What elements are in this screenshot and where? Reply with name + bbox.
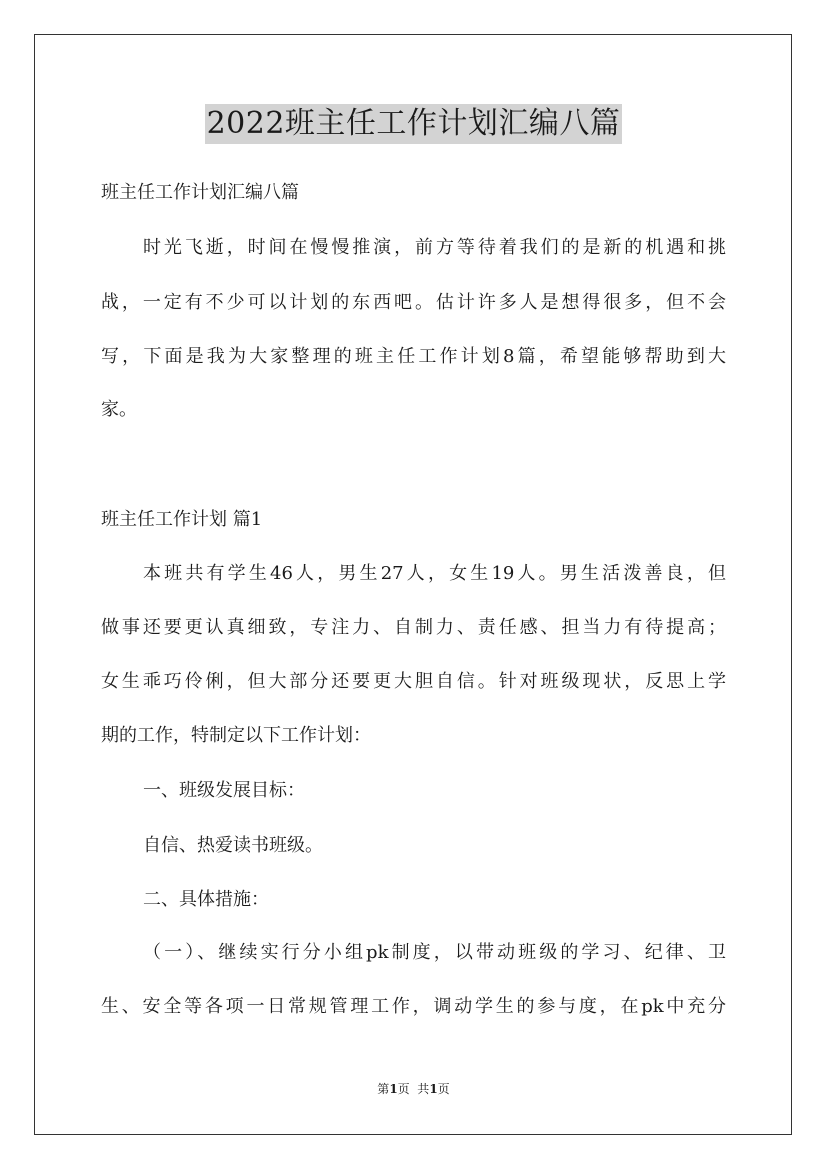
section1-line: 期的工作，特制定以下工作计划： [101,725,371,746]
document-title-text: 2022班主任工作计划汇编八篇 [205,104,623,144]
measure1-line: （一）、继续实行分小组pk制度，以带动班级的学习、纪律、卫 [143,942,726,963]
intro-line: 战，一定有不少可以计划的东西吧。估计许多人是想得很多，但不会 [101,292,726,313]
footer-suffix: 页 [437,1082,450,1096]
section-heading: 班主任工作计划 篇1 [101,509,263,530]
intro-line: 家。 [101,399,137,420]
footer-page-number: 1 [389,1082,398,1096]
document-title [0,104,827,144]
goal-text: 自信、热爱读书班级。 [143,835,323,856]
intro-line: 写，下面是我为大家整理的班主任工作计划8篇，希望能够帮助到大 [101,346,726,367]
goal-heading: 一、班级发展目标： [143,780,305,801]
measure1-line: 生、安全等各项一日常规管理工作，调动学生的参与度，在pk中充分 [101,996,726,1017]
footer-prefix: 第 [377,1082,390,1096]
section1-line: 女生乖巧伶俐，但大部分还要更大胆自信。针对班级现状，反思上学 [101,671,726,692]
intro-line: 时光飞逝，时间在慢慢推演，前方等待着我们的是新的机遇和挑 [143,237,726,258]
footer-total-pages: 1 [429,1082,438,1096]
section1-line: 做事还要更认真细致，专注力、自制力、责任感、担当力有待提高； [101,617,726,638]
footer-mid: 页 共 [397,1082,430,1096]
page-footer [0,1080,827,1098]
section1-line: 本班共有学生46人，男生27人，女生19人。男生活泼善良，但 [143,563,726,584]
document-subtitle: 班主任工作计划汇编八篇 [101,182,299,203]
measures-heading: 二、具体措施： [143,889,269,910]
